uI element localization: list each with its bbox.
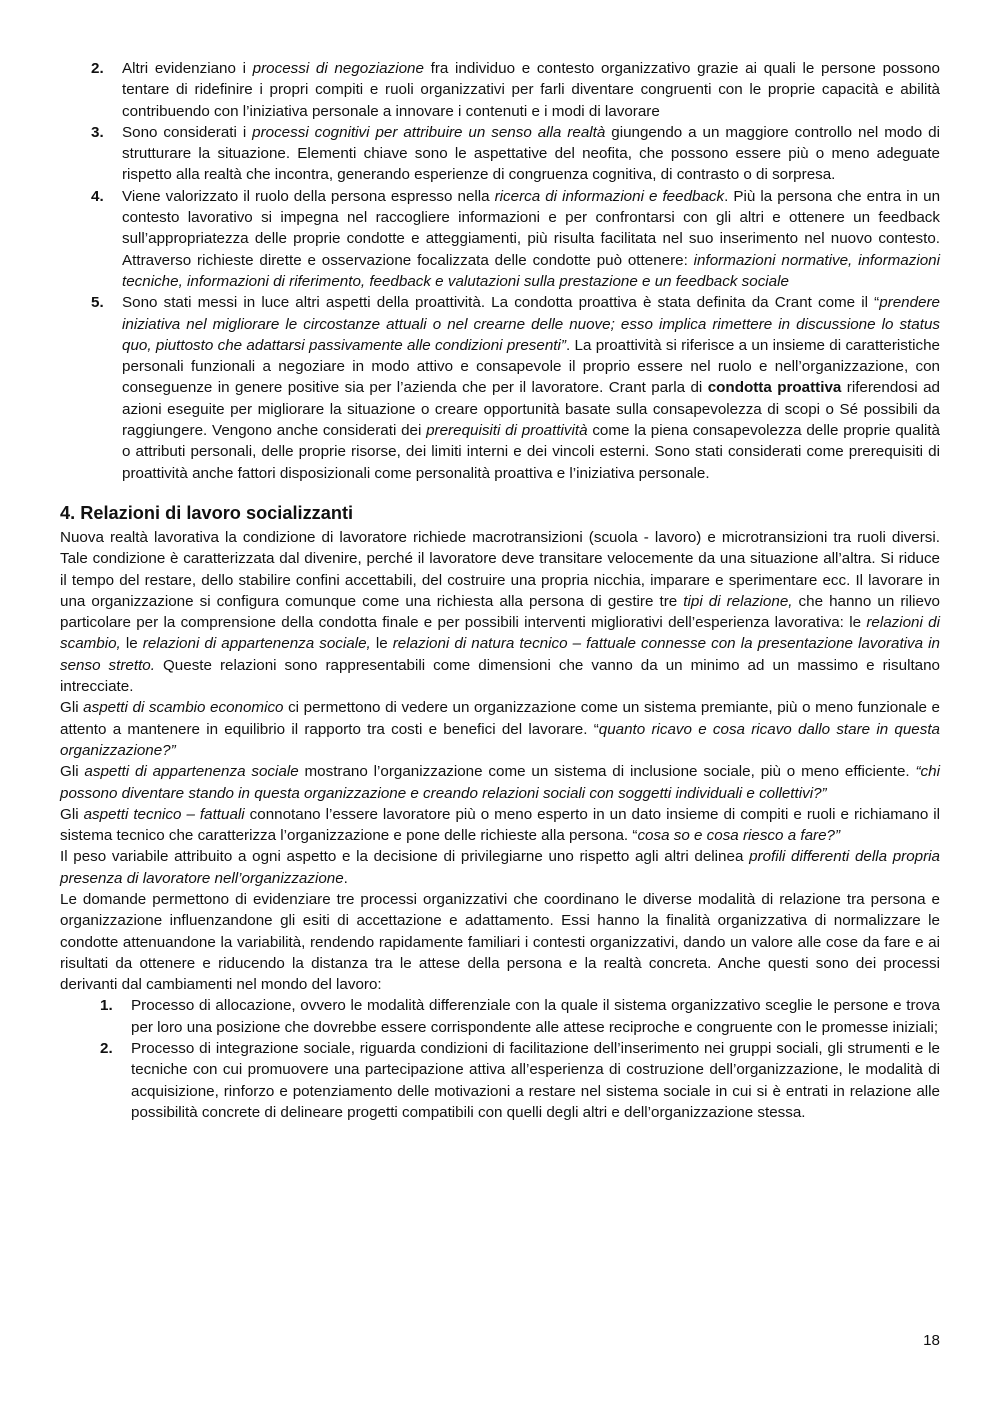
italic-text: cosa so e cosa riesco a fare?” xyxy=(637,827,841,845)
text-run: le xyxy=(370,635,393,653)
text-run: Gli xyxy=(60,805,84,823)
list-item xyxy=(60,1038,940,1123)
list-number: 4. xyxy=(91,187,104,205)
text-run: Nuova realtà lavorativa la condizione di lavoratore richiede macrotransizioni (scuola - lavoro) e microtransizioni tra ruoli diversi. Tale condizione è caratterizzata dal divenire, perché il lavoratore deve transitare velocemente da una situazione all’altra. Si riduce il tempo del restare, dello stabilire confini accettabili, del costruire una propria nicchia, imparare e sperimentare ecc. Il lavorare in una organizzazione si configura comunque come una richiesta alla persona di gestire tre xyxy=(60,528,940,610)
text-run: Sono considerati i xyxy=(122,123,253,141)
text-run: Viene valorizzato il ruolo della persona espresso nella xyxy=(122,187,495,205)
list-number: 2. xyxy=(91,60,104,77)
italic-text: relazioni di scambio, xyxy=(60,614,940,653)
italic-text: relazioni di natura tecnico – fattuale connesse con la presentazione lavorativa in senso stretto. xyxy=(60,635,940,674)
italic-text: profili differenti della propria presenza di lavoratore nell’organizzazione xyxy=(60,848,940,887)
list-item xyxy=(60,122,940,186)
italic-text: aspetti di appartenenza sociale xyxy=(84,763,299,781)
bold-text: condotta proattiva xyxy=(707,379,842,397)
list-item xyxy=(60,995,940,1038)
text-run: giungendo a un maggiore controllo nel modo di strutturare la situazione. Elementi chiave sono le aspettative del neofita, che possono essere più o meno adeguate rispetto alla realtà che incontra, generando esperienze di congruenza cognitiva, di contrasto o di sorpresa. xyxy=(122,123,940,184)
text-run: Processo di integrazione sociale, riguarda condizioni di facilitazione dell’inserimento nei gruppi sociali, gli strumenti e le tecniche con cui promuovere una partecipazione attiva all’esperienza di costruzione dell’organizzazione, le modalità di acquisizione, rinforzo e potenziamento delle motivazioni a restare nel sistema sociale in cui si è entrati in relazione alle possibilità concrete di delineare progetti compatibili con quelli degli altri e dell’organizzazione stessa. xyxy=(131,1040,940,1121)
text-run: Le domande permettono di evidenziare tre processi organizzativi che coordinano le diverse modalità di relazione tra persona e organizzazione influenzandone gli esiti di accettazione e adattamento. Essi hanno la finalità organizzativa di normalizzare le condotte attenuandone la variabilità, rendendo rapidamente familiari i contesti organizzativi, dando un valore alle cose da fare e ai risultati da ottenere e riducendo la distanza tra le attese della persona e la realtà concreta. Anche questi sono dei processi derivanti dal cambiamenti nel mondo del lavoro: xyxy=(60,890,940,994)
text-run: Il peso variabile attribuito a ogni aspetto e la decisione di privilegiarne uno rispetto agli altri delinea xyxy=(60,848,750,866)
list-item-text xyxy=(131,997,940,1035)
italic-text: processi cognitivi per attribuire un senso alla realtà xyxy=(252,123,606,141)
list-number: 1. xyxy=(100,997,113,1015)
italic-text: prendere iniziativa nel migliorare le circostanze attuali o nel crearne delle nuove; esso implica rimettere in discussione lo status quo, piuttosto che adattarsi passivamente alle condizioni presenti” xyxy=(122,294,940,354)
list-item-text xyxy=(122,294,940,481)
text-run: Sono stati messi in luce altri aspetti della proattività. La condotta proattiva è stata definita da Crant come il “ xyxy=(122,294,880,312)
paragraph xyxy=(60,697,940,761)
document-page xyxy=(60,58,940,1123)
text-run: connotano l’essere lavoratore più o meno esperto in un dato insieme di compiti e ruoli e richiamano il sistema tecnico che caratterizza l’organizzazione e pone delle richieste alla persona. “ xyxy=(60,805,941,845)
text-run: Gli xyxy=(60,699,84,717)
list-item xyxy=(60,292,940,484)
italic-text: quanto ricavo e cosa ricavo dallo stare in questa organizzazione?” xyxy=(60,720,940,759)
list-item-text xyxy=(131,1040,940,1121)
text-run: . Più la persona che entra in un contesto lavorativo si impegna nel raccogliere informazioni e per confrontarsi con gli altri e ottenere un feedback sull’appropriatezza delle proprie condotte e atteggiamenti, più risulta facilitata nel suo inserimento nel nuovo contesto. Attraverso richieste dirette e osservazione focalizzata delle condotte può ottenere: xyxy=(122,187,941,269)
italic-text: ricerca di informazioni e feedback xyxy=(494,187,725,205)
list-number: 5. xyxy=(91,294,104,312)
text-run: fra individuo e contesto organizzativo grazie ai quali le persone possono tentare di ridefinire i propri compiti e ruoli organizzativi per farli diventare congruenti con le proprie capacità e abilità contribuendo con l’iniziativa personale a innovare i contenuti e i modi di lavorare xyxy=(122,60,940,120)
section-heading: 4. Relazioni di lavoro socializzanti xyxy=(60,502,354,523)
text-run: Altri evidenziano i xyxy=(122,60,253,77)
italic-text: aspetti di scambio economico xyxy=(83,699,284,717)
italic-text: “chi possono diventare stando in questa organizzazione e creando relazioni sociali con soggetti individuali e collettivi?” xyxy=(60,763,940,802)
list-item-text xyxy=(122,188,940,290)
text-run: . La proattività si riferisce a un insieme di caratteristiche personali funzionali a negoziare in modo attivo e consapevole il proprio essere nel ruolo e nell’organizzazione, con conseguenze in genere positive sia per l’azienda che per il lavoratore. Crant parla di xyxy=(122,336,940,397)
paragraph xyxy=(60,527,940,697)
italic-text: informazioni normative, informazioni tecniche, informazioni di riferimento, feedback e valutazioni sulla prestazione e un feedback sociale xyxy=(122,251,940,290)
text-run: come la piena consapevolezza delle proprie qualità o attributi personali, delle proprie risorse, dei limiti interni e dei vincoli esterni. Sono stati considerati come prerequisiti di proattività anche fattori disposizionali come personalità proattiva e l’iniziativa personale. xyxy=(122,422,940,482)
paragraph xyxy=(60,889,940,995)
text-run: le xyxy=(120,635,143,653)
text-run: Queste relazioni sono rappresentabili come dimensioni che vanno da un minimo ad un massimo e risultano intrecciate. xyxy=(60,656,941,696)
list-item xyxy=(60,186,940,292)
bottom-numbered-list xyxy=(60,995,940,1123)
text-run: che hanno un rilievo particolare per la comprensione della condotta finale e per possibili interventi migliorativi dell’esperienza lavorativa: le xyxy=(60,592,940,632)
italic-text: prerequisiti di proattività xyxy=(426,422,588,440)
italic-text: tipi di relazione, xyxy=(683,592,793,610)
italic-text: aspetti tecnico – fattuali xyxy=(83,805,245,823)
top-numbered-list xyxy=(60,58,940,484)
italic-text: relazioni di appartenenza sociale, xyxy=(142,635,371,653)
text-run: mostrano l’organizzazione come un sistema di inclusione sociale, più o meno efficiente. xyxy=(298,763,916,781)
italic-text: processi di negoziazione xyxy=(252,60,424,77)
list-number: 2. xyxy=(100,1040,113,1058)
list-item-text xyxy=(122,60,940,120)
list-number: 3. xyxy=(91,123,104,141)
text-run: ci permettono di vedere un organizzazione come un sistema premiante, più o meno funzionale e attento a mantenere in equilibrio il rapporto tra costi e benefici del lavorare. “ xyxy=(60,699,940,738)
text-run: Gli xyxy=(60,763,85,781)
list-item-text xyxy=(122,124,940,184)
text-run: . xyxy=(343,869,348,887)
paragraph xyxy=(60,761,940,804)
list-item xyxy=(60,58,940,122)
text-run: riferendosi ad azioni eseguite per migliorare la situazione o creare opportunità basate sulla consapevolezza di scopi o Sé possibili da raggiungere. Vengono anche considerati dei xyxy=(122,379,940,440)
page-number: 18 xyxy=(923,1332,940,1349)
text-run: Processo di allocazione, ovvero le modalità differenziale con la quale il sistema organizzativo sceglie le persone e trova per loro una posizione che dovrebbe essere corrispondente alle attese reciproche e congruente con le promesse iniziali; xyxy=(131,997,940,1036)
paragraph xyxy=(60,846,940,889)
paragraph xyxy=(60,804,940,847)
